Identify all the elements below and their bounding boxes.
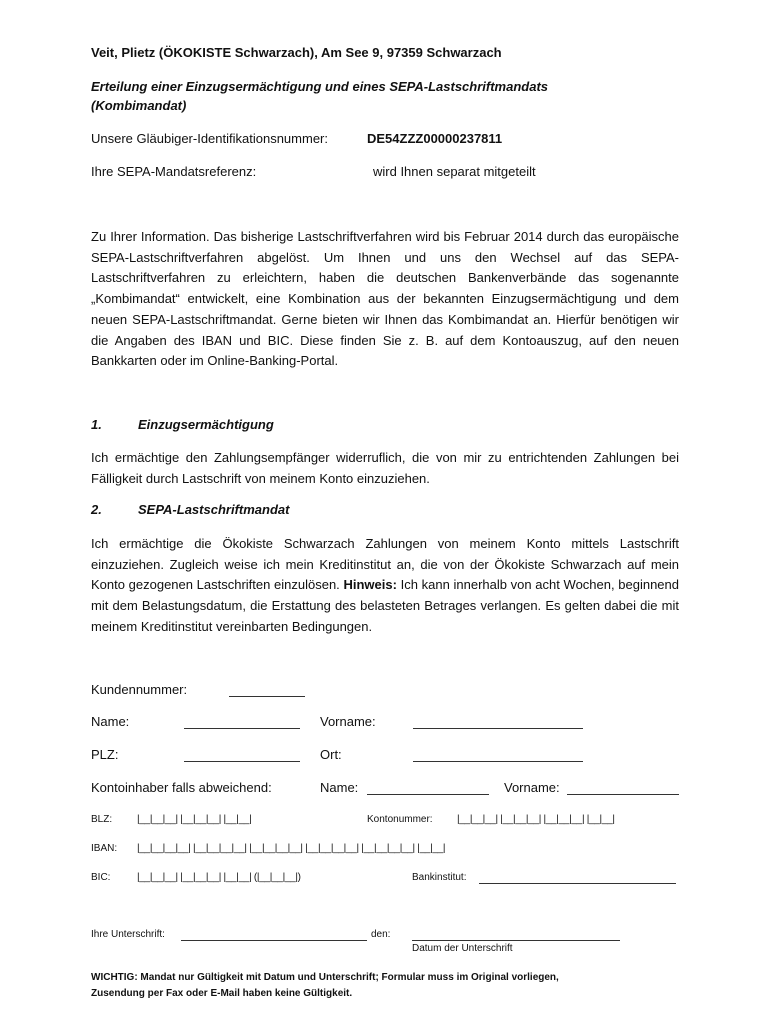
iban-label: IBAN: (91, 843, 118, 854)
bank-institute-label: Bankinstitut: (412, 872, 467, 883)
customer-number-label: Kundennummer: (91, 682, 188, 697)
creditor-id-label: Unsere Gläubiger-Identifikationsnummer: (91, 131, 328, 146)
footer-warning-line1: WICHTIG: Mandat nur Gültigkeit mit Datum und Unterschrift; Formular muss im Original vorliegen, (91, 972, 559, 983)
account-number-boxes[interactable]: |__|__|__| |__|__|__| |__|__|__| |__|__| (457, 814, 615, 825)
sender-address: Veit, Plietz (ÖKOKISTE Schwarzach), Am See 9, 97359 Schwarzach (91, 45, 502, 60)
hint-label: Hinweis: (343, 577, 397, 593)
section2-text-after: Ich kann innerhalb von acht Wochen, beginnend mit dem Belastungsdatum, die Erstattung des belasteten Betrages verlangen. Es gelten dabei die mit meinem Kreditinstitut vereinbarten Bedingungen. (91, 577, 679, 634)
section1-text: Ich ermächtige den Zahlungsempfänger widerruflich, die von mir zu entrichtenden Zahlungen bei Fälligkeit durch Lastschrift von meinem Konto einzuziehen. (91, 450, 679, 486)
account-number-label: Kontonummer: (367, 814, 433, 825)
holder-name-field[interactable] (367, 780, 489, 795)
date-label: den: (371, 929, 391, 940)
signature-label: Ihre Unterschrift: (91, 929, 165, 940)
date-field[interactable] (412, 929, 620, 941)
firstname-label: Vorname: (320, 714, 376, 729)
creditor-id-value: DE54ZZZ00000237811 (367, 131, 503, 146)
bank-institute-field[interactable] (479, 872, 676, 884)
mandate-reference-label: Ihre SEPA-Mandatsreferenz: (91, 164, 257, 179)
name-field[interactable] (184, 714, 300, 729)
holder-firstname-field[interactable] (567, 780, 679, 795)
document-title-sub: (Kombimandat) (91, 98, 187, 113)
signature-field[interactable] (181, 929, 367, 941)
holder-name-label: Name: (320, 780, 359, 795)
blz-boxes[interactable]: |__|__|__| |__|__|__| |__|__| (137, 814, 252, 825)
name-label: Name: (91, 714, 130, 729)
section2-text (91, 534, 679, 638)
zip-label: PLZ: (91, 747, 119, 762)
blz-label: BLZ: (91, 814, 113, 825)
city-label: Ort: (320, 747, 342, 762)
section2-number: 2. (91, 502, 102, 517)
bic-label: BIC: (91, 872, 111, 883)
section2-heading: SEPA-Lastschriftmandat (138, 502, 290, 517)
info-paragraph: Zu Ihrer Information. Das bisherige Lastschriftverfahren wird bis Februar 2014 durch das europäische SEPA-Lastschriftverfahren abgelöst. Um Ihnen und uns den Wechsel auf das SEPA-Lastschriftverfahren zu erleichtern, haben die deutschen Bankenverbände das sogenannte „Kombimandat“ entwickelt, eine Kombination aus der bekannten Einzugsermächtigung und dem neuen SEPA-Lastschriftmandat. Gerne bieten wir Ihnen das Kombimandat an. Hierfür benötigen wir die Angaben des IBAN und BIC. Diese finden Sie z. B. auf dem Kontoauszug, auf den neuen Bankkarten oder im Online-Banking-Portal. (91, 229, 679, 369)
section1-number: 1. (91, 417, 102, 432)
section2-text-before: Ich ermächtige die Ökokiste Schwarzach Zahlungen von meinem Konto mittels Lastschrift einzuziehen. Zugleich weise ich mein Kreditinstitut an, die von der Ökokiste Schwarzach auf mein Konto gezogenen Lastschriften einzulösen. (91, 536, 679, 593)
date-caption: Datum der Unterschrift (412, 943, 513, 954)
bic-boxes[interactable]: |__|__|__| |__|__|__| |__|__| (|__|__|__|) (137, 872, 301, 883)
holder-firstname-label: Vorname: (504, 780, 560, 795)
zip-field[interactable] (184, 747, 300, 762)
city-field[interactable] (413, 747, 583, 762)
iban-boxes[interactable]: |__|__|__|__| |__|__|__|__| |__|__|__|__| |__|__|__|__| |__|__|__|__| |__|__| (137, 843, 446, 854)
account-holder-label: Kontoinhaber falls abweichend: (91, 780, 272, 795)
firstname-field[interactable] (413, 714, 583, 729)
section1-heading: Einzugsermächtigung (138, 417, 274, 432)
mandate-reference-value: wird Ihnen separat mitgeteilt (373, 164, 536, 179)
document-title: Erteilung einer Einzugsermächtigung und eines SEPA-Lastschriftmandats (91, 79, 549, 94)
footer-warning-line2: Zusendung per Fax oder E-Mail haben keine Gültigkeit. (91, 988, 353, 999)
customer-number-field[interactable] (229, 682, 305, 697)
